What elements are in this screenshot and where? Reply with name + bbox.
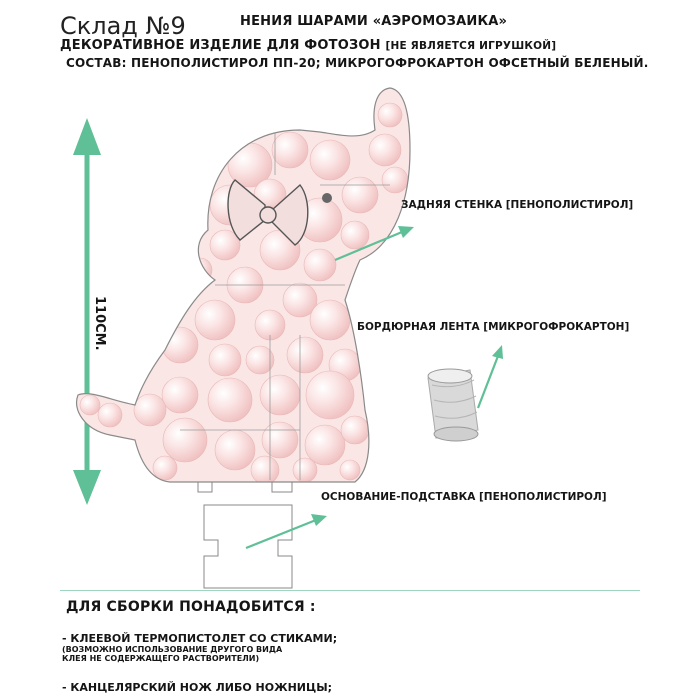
assembly-item-2: - КАНЦЕЛЯРСКИЙ НОЖ ЛИБО НОЖНИЦЫ; bbox=[62, 681, 332, 694]
label-border-tape: БОРДЮРНАЯ ЛЕНТА [МИКРОГОФРОКАРТОН] bbox=[357, 321, 630, 333]
assembly-title: ДЛЯ СБОРКИ ПОНАДОБИТСЯ : bbox=[66, 599, 316, 615]
elephant-eye bbox=[322, 193, 332, 203]
header-line-3: СОСТАВ: ПЕНОПОЛИСТИРОЛ ПП-20; МИКРОГОФРОКАРТОН ОФСЕТНЫЙ БЕЛЕНЫЙ. bbox=[66, 56, 649, 70]
label-base-stand: ОСНОВАНИЕ-ПОДСТАВКА [ПЕНОПОЛИСТИРОЛ] bbox=[321, 491, 607, 503]
section-divider bbox=[60, 590, 640, 591]
assembly-item-1-note-2: КЛЕЯ НЕ СОДЕРЖАЩЕГО РАСТВОРИТЕЛИ) bbox=[62, 654, 260, 663]
height-label: 110CM. bbox=[92, 296, 107, 351]
assembly-item-1-text: - КЛЕЕВОЙ ТЕРМОПИСТОЛЕТ СО СТИКАМИ; bbox=[62, 632, 338, 645]
header-line-1: НЕНИЯ ШАРАМИ «АЭРОМОЗАИКА» bbox=[240, 14, 508, 29]
header-line-2-main: ДЕКОРАТИВНОЕ ИЗДЕЛИЕ ДЛЯ ФОТОЗОН bbox=[60, 38, 381, 53]
tape-roll-icon bbox=[428, 369, 478, 441]
elephant-balloons bbox=[60, 80, 420, 490]
assembly-item-1 bbox=[62, 632, 337, 663]
stamp-label: Склад №9 bbox=[0, 0, 232, 52]
label-back-wall: ЗАДНЯЯ СТЕНКА [ПЕНОПОЛИСТИРОЛ] bbox=[401, 199, 634, 211]
assembly-item-1-note-1: (ВОЗМОЖНО ИСПОЛЬЗОВАНИЕ ДРУГОГО ВИДА bbox=[62, 645, 283, 654]
header-line-2-note: [НЕ ЯВЛЯЕТСЯ ИГРУШКОЙ] bbox=[385, 40, 557, 52]
